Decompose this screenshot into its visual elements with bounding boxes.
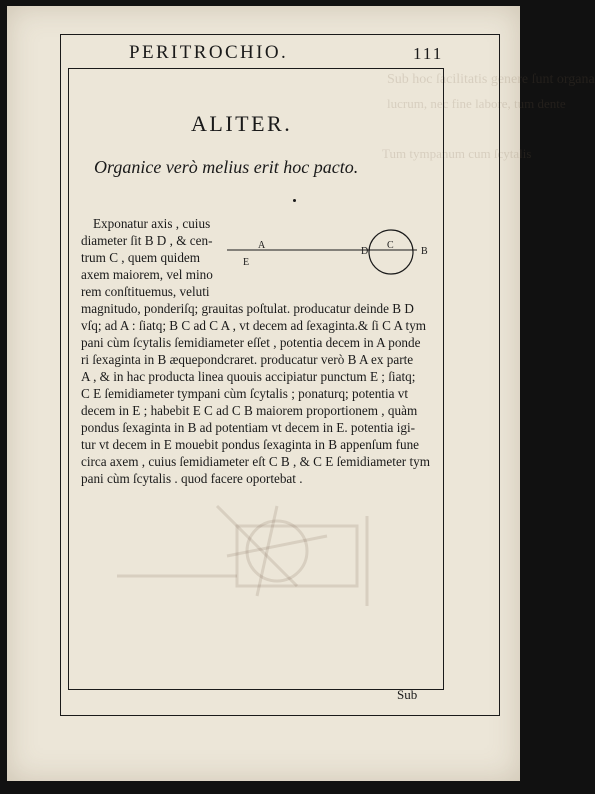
text-line-14: tur vt decem in E mouebit pondus ſexaginta in B appenſum fune: [81, 437, 420, 452]
running-head: PERITROCHIO.: [129, 42, 289, 63]
bleed-through: lucrum, nec fine labore, tum dente: [387, 96, 566, 111]
page-number: 111: [413, 44, 444, 63]
book-page: [7, 6, 595, 781]
subtitle: Organice verò melius erit hoc pacto.: [94, 157, 359, 177]
text-line-6: magnitudo, ponderiſq; grauitas poſtulat. producatur deinde B D: [81, 301, 414, 316]
catchword: Sub: [397, 687, 418, 702]
section-title: ALITER.: [191, 111, 293, 136]
text-line-10: A , & in hac producta linea quouis accipiatur punctum E ; ſiatq;: [81, 369, 416, 384]
bleed-through: Sub hoc ſacilitatis genere ſunt organa: [387, 72, 595, 87]
text-line-7: vſq; ad A : ſiatq; B C ad C A , vt decem ad ſexaginta.& ſi C A tym: [81, 318, 427, 333]
axis-circle: [369, 230, 413, 274]
text-line-5: rem conſtituemus, veluti: [81, 284, 210, 299]
label-c: C: [387, 240, 394, 251]
text-line-11: C E ſemidiameter tympani cùm ſcytalis ; ponaturq; potentia vt: [81, 386, 409, 401]
text-line-1: Exponatur axis , cuius: [93, 216, 211, 231]
text-line-2: diameter ſit B D , & cen-: [81, 233, 213, 248]
text-line-3: trum C , quem quidem: [81, 250, 201, 265]
bleed-through-woodcut: [97, 496, 427, 636]
text-line-8: pani cùm ſcytalis ſemidiameter eſſet , potentia decem in A ponde: [81, 335, 421, 350]
label-d: D: [361, 246, 369, 257]
label-e: E: [243, 257, 250, 268]
ornament-dot: [293, 199, 296, 202]
text-line-4: axem maiorem, vel mino: [81, 267, 213, 282]
text-line-12: decem in E ; habebit E C ad C B maiorem proportionem , quàm: [81, 403, 418, 418]
text-line-9: ri ſexaginta in B æquepondcraret. producatur verò B A ex parte: [81, 352, 414, 367]
label-b: B: [421, 246, 428, 257]
bleed-through: Tum tympanum cum ſcytalis: [382, 146, 532, 161]
label-a: A: [258, 240, 266, 251]
axis-diagram: [225, 230, 443, 280]
text-line-15: circa axem , cuius ſemidiameter eſt C B , & C E ſemidiameter tym: [81, 454, 430, 469]
text-line-16: pani cùm ſcytalis . quod facere oportebat .: [81, 471, 303, 486]
text-line-13: pondus ſexaginta in B ad potentiam vt decem in E. potentia igi-: [81, 420, 416, 435]
